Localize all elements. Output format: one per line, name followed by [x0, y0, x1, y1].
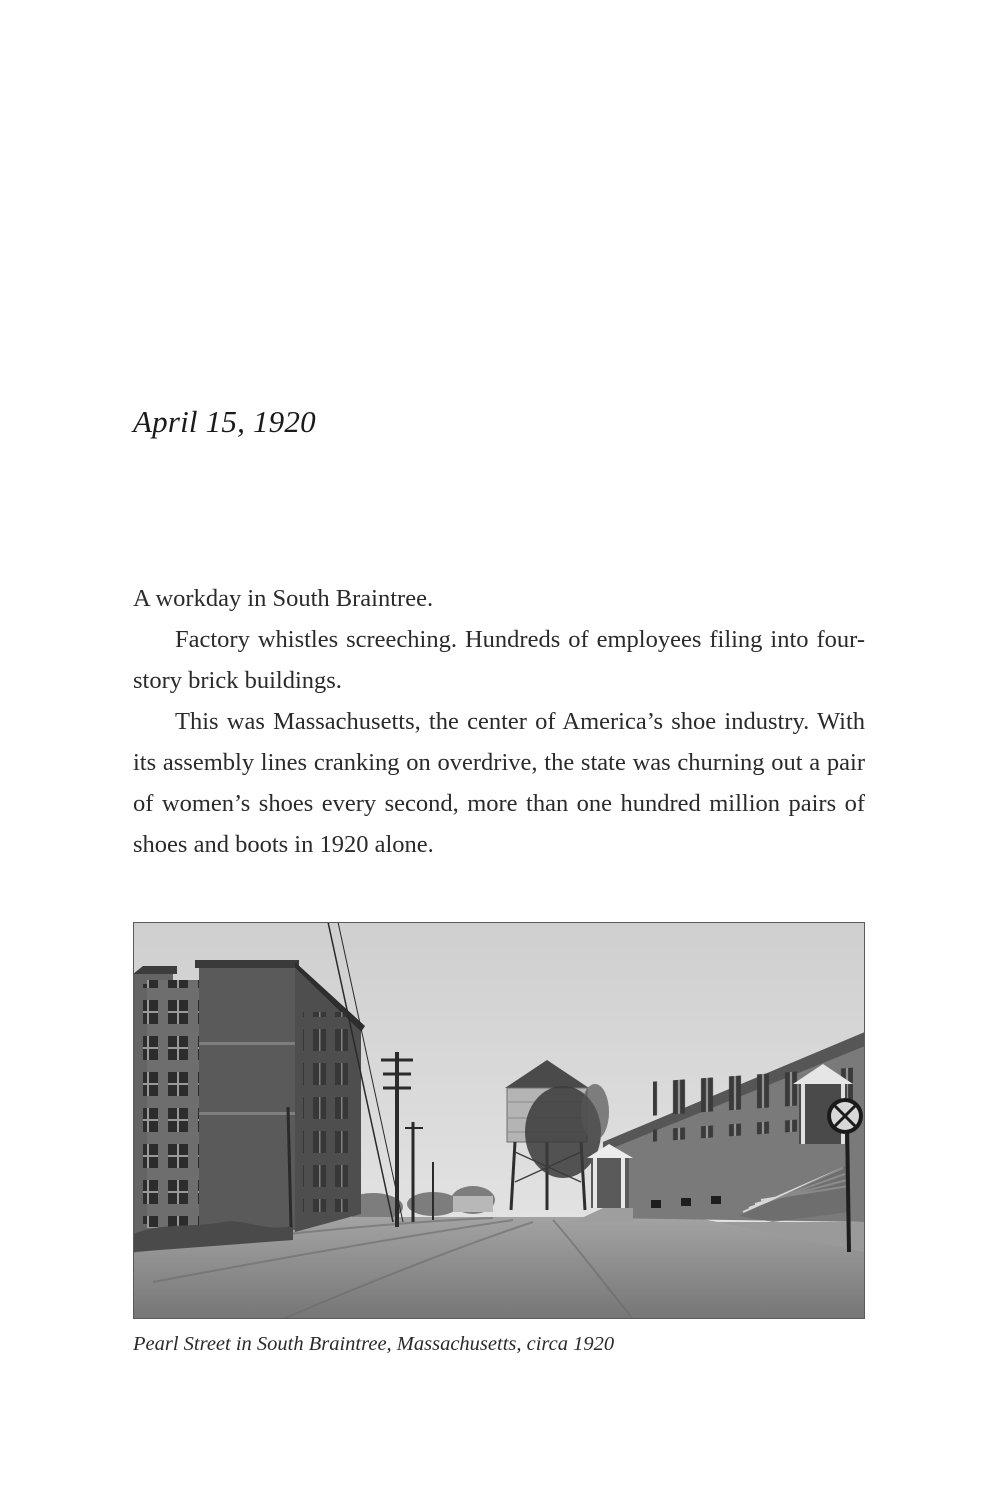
street-scene-illustration [133, 922, 865, 1319]
paragraph-1: A workday in South Braintree. [133, 585, 434, 612]
left-factory-building [133, 960, 365, 1234]
chapter-date-heading: April 15, 1920 [133, 404, 316, 439]
paragraph-3: This was Massachusetts, the center of America’s shoe industry. With its assembly lines cranking on overdrive, the state was churning out a pair of women’s shoes every second, more than one hundred million pairs of shoes and boots in 1920 alone. [133, 708, 865, 858]
paragraph-2: Factory whistles screeching. Hundreds of employees filing into four-story brick buildings. [133, 626, 865, 694]
historic-street-photo [133, 922, 865, 1319]
body-text [133, 578, 865, 865]
photo-caption: Pearl Street in South Braintree, Massachusetts, circa 1920 [133, 1333, 615, 1355]
